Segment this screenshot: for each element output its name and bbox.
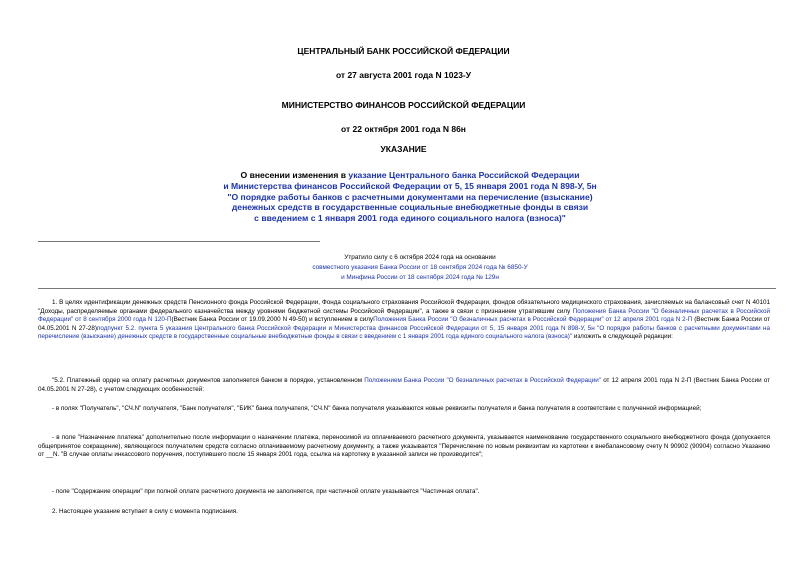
title-line-1-text: О внесении изменения в — [240, 170, 349, 180]
ministry-date: от 22 октября 2001 года N 86н — [341, 124, 466, 134]
regulation-link-2p[interactable]: Положения Банка России "О безналичных расчетах в Российской Федерации" от 12 апреля 2001 года N 2-П — [373, 316, 693, 324]
lost-force-note — [250, 253, 590, 283]
document-title — [150, 170, 670, 224]
bank-date: от 27 августа 2001 года N 1023-У — [335, 70, 472, 80]
title-reference-link[interactable]: указание Центрального банка Российской Федерации — [348, 170, 580, 180]
paragraph-5: - поле "Содержание операции" при полной оплате расчетного документа не заполняется, при частичной оплате указывается "Частичная оплата". — [52, 488, 480, 495]
title-line-5[interactable]: с введением с 1 января 2001 года единого социального налога (взноса)" — [254, 213, 566, 224]
divider — [38, 288, 776, 289]
issuer-ministry: МИНИСТЕРСТВО ФИНАНСОВ РОССИЙСКОЙ ФЕДЕРАЦИИ — [281, 100, 526, 110]
title-line-4[interactable]: денежных средств в государственные социальные внебюджетные фонды в связи — [231, 202, 589, 213]
subclause-link[interactable]: подпункт 5.2. пункта 5 указания Центрального банка Российской Федерации и Министерства финансов Российской Федерации от 5, 15 января 2001 года N 898-У, 5н "О порядке работы банков с расчетными документами на перечисление (взыскание) денежных средств в государственные социальные внебюджетные фонды в связи с введением с 1 января 2001 года единого социального налога (взноса)" — [38, 324, 770, 341]
paragraph-4: - в поле "Назначение платежа" дополнительно после информации о назначении платежа, переносимой из оплачиваемого расчетного документа, указывается наименование государственного социального внебюджетного фонда (допускается общепринятое сокращение), являющегося получателем средств согласно оплачиваемому расчетному документу, а также указывается "Перечисление по новым реквизитам из картотеки к внебалансовому счету N 90902 (90904) согласно Указанию от __N. "В случае оплаты инкассового поручения, поступившего после 15 января 2001 года, ссылка на картотеку в указанной записи не производится"; — [38, 434, 770, 459]
paragraph-1: 1. В целях идентификации денежных средств Пенсионного фонда Российской Федерации, Фонда социального страхования Российской Федерации, фондов обязательного медицинского страхования, зачисляемых на балансовый счет N 40101 "Доходы, распределяемые органами федерального казначейства между уровнями бюджетной системы Российской Федерации", а также в связи с признанием утратившим силу Положения Банка России "О безналичных расчетах в Российской Федерации" от 8 сентября 2000 года N 120-П(Вестник Банка России от 19.09.2000 N 49-50) и вступлением в силуПоложения Банка России "О безналичных расчетах в Российской Федерации" от 12 апреля 2001 года N 2-П (Вестник Банка России от 04.05.2001 N 27-28)подпункт 5.2. пункта 5 указания Центрального банка Российской Федерации и Министерства финансов Российской Федерации от 5, 15 января 2001 года N 898-У, 5н "О порядке работы банков с расчетными документами на перечисление (взыскание) денежных средств в государственные социальные внебюджетные фонды в связи с введением с 1 января 2001 года единого социального налога (взноса)" изложить в следующей редакции: — [38, 299, 770, 341]
divider — [38, 241, 320, 242]
title-line-3[interactable]: "О порядке работы банков с расчетными документами на перечисление (взыскание) — [227, 191, 593, 202]
document-type: УКАЗАНИЕ — [380, 144, 427, 154]
lost-force-link-1[interactable]: совместного указания Банка России от 18 сентября 2024 года № 6850-У — [312, 264, 528, 271]
issuer-bank: ЦЕНТРАЛЬНЫЙ БАНК РОССИЙСКОЙ ФЕДЕРАЦИИ — [297, 46, 510, 56]
paragraph-2: "5.2. Платежный ордер на оплату расчетных документов заполняется банком в порядке, установленном Положением Банка России "О безналичных расчетах в Российской Федерации" от 12 апреля 2001 года N 2-П (Вестник Банка России от 04.05.2001 N 27-28), с учетом следующих особенностей: — [38, 377, 771, 393]
regulation-link-120p[interactable]: Положения Банка России "О безналичных расчетах в Российской Федерации" от 8 сентября 2000 года N 120-П — [38, 307, 770, 324]
lost-force-line-1: Утратило силу с 6 октября 2024 года на основании — [344, 254, 496, 261]
regulation-link[interactable]: Положением Банка России "О безналичных расчетах в Российской Федерации" — [364, 377, 602, 384]
paragraph-6: 2. Настоящее указание вступает в силу с момента подписания. — [52, 508, 238, 515]
lost-force-link-2[interactable]: и Минфина России от 18 сентября 2024 года № 129н — [341, 274, 499, 281]
paragraph-3: - в полях "Получатель", "СЧ.N" получателя, "Банк получателя", "БИК" банка получателя, "СЧ.N" банка получателя указываются новые реквизиты получателя и банка получателя в соответствии с полученной информацией; — [52, 405, 702, 412]
title-line-2[interactable]: и Министерства финансов Российской Федерации от 5, 15 января 2001 года N 898-У, 5н — [223, 180, 597, 191]
